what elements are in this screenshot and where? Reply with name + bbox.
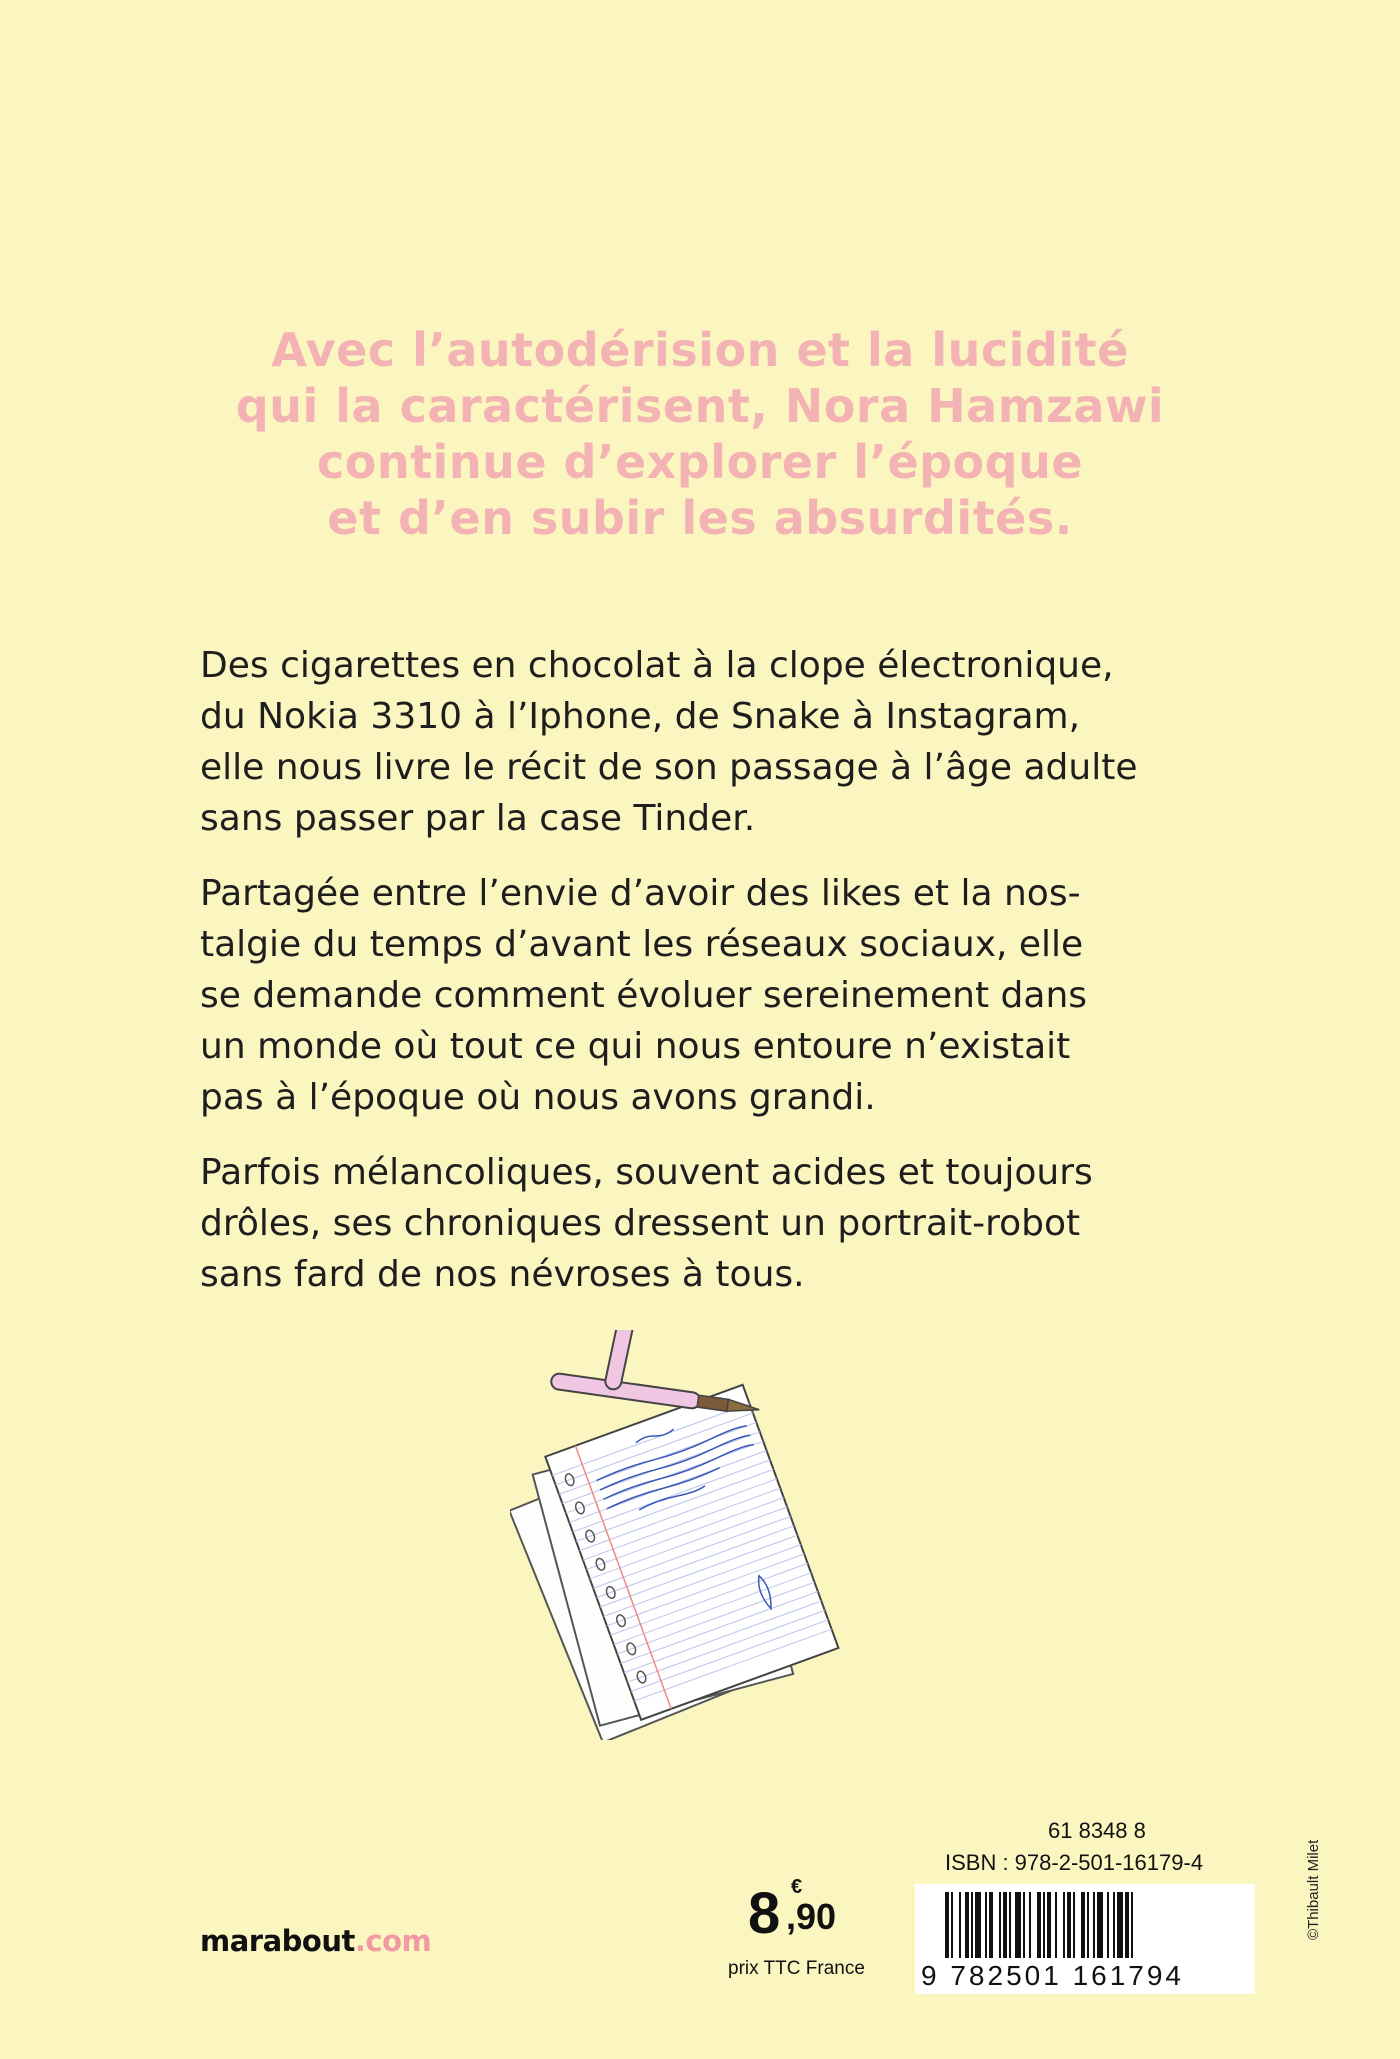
barcode-bar [1037, 1892, 1041, 1958]
barcode-bar [959, 1892, 961, 1958]
barcode-bar [971, 1892, 973, 1958]
barcode-bar [1107, 1892, 1109, 1958]
isbn: ISBN : 978-2-501-16179-4 [945, 1850, 1204, 1875]
barcode-bar [1043, 1892, 1045, 1958]
barcode-bar [1067, 1892, 1071, 1958]
barcode-bar [1125, 1892, 1129, 1958]
barcode-bar [1029, 1892, 1031, 1958]
barcode-bar [1113, 1892, 1115, 1958]
barcode-bar [989, 1892, 993, 1958]
price-decimal: ,90 [786, 1896, 837, 1937]
barcode-bar [1003, 1892, 1007, 1958]
barcode-bar [1015, 1892, 1021, 1958]
barcode-bar [1097, 1892, 1103, 1958]
blurb-line: se demande comment évoluer sereinement dans [200, 975, 1088, 1016]
blurb-line: elle nous livre le récit de son passage à l’âge adulte [200, 747, 1138, 788]
price-label: prix TTC France [728, 1958, 865, 1979]
barcode-bar [1063, 1892, 1065, 1958]
blurb-line: Partagée entre l’envie d’avoir des likes et la nos- [200, 873, 1081, 914]
barcode-bars [945, 1892, 1225, 1958]
barcode-bar [1081, 1892, 1085, 1958]
price-currency: € [791, 1876, 803, 1898]
blurb-line: sans passer par la case Tinder. [200, 798, 756, 839]
barcode-bar [1087, 1892, 1089, 1958]
tagline-line: Avec l’autodérision et la lucidité [271, 323, 1129, 377]
barcode-bar [951, 1892, 953, 1958]
publisher-name: marabout [200, 1924, 355, 1958]
barcode-bar [965, 1892, 969, 1958]
product-code: 61 8348 8 [1048, 1818, 1146, 1843]
barcode-bar [1023, 1892, 1025, 1958]
barcode-bar [1009, 1892, 1011, 1958]
blurb-line: un monde où tout ce qui nous entoure n’existait [200, 1026, 1071, 1067]
tagline-line: continue d’explorer l’époque [316, 435, 1084, 489]
blurb-line: sans fard de nos névroses à tous. [200, 1254, 805, 1295]
blurb-line: pas à l’époque où nous avons grandi. [200, 1077, 876, 1118]
barcode-bar [1047, 1892, 1051, 1958]
barcode-bar [975, 1892, 981, 1958]
publisher-suffix: .com [354, 1924, 432, 1958]
blurb-line: Parfois mélancoliques, souvent acides et toujours [200, 1152, 1093, 1193]
publisher-logo [200, 1924, 431, 1958]
barcode-bar [1131, 1892, 1133, 1958]
barcode-bar [1117, 1892, 1123, 1958]
blurb-paragraph [200, 1147, 1175, 1300]
tagline-line: qui la caractérisent, Nora Hamzawi [235, 379, 1165, 433]
blurb-line: drôles, ses chroniques dressent un portrait-robot [200, 1203, 1081, 1244]
blurb-paragraph [200, 640, 1175, 844]
blurb-line: Des cigarettes en chocolat à la clope électronique, [200, 645, 1114, 686]
paper-and-pen-illustration [510, 1330, 840, 1740]
barcode-bar [1093, 1892, 1095, 1958]
photo-credit: ©Thibault Milet [1305, 1839, 1322, 1940]
tagline-line: et d’en subir les absurdités. [327, 491, 1073, 545]
price-integer: 8 [748, 1881, 781, 1946]
barcode-bar [1055, 1892, 1057, 1958]
blurb [200, 640, 1175, 1324]
barcode-bar [985, 1892, 987, 1958]
blurb-line: du Nokia 3310 à l’Iphone, de Snake à Instagram, [200, 696, 1081, 737]
barcode-digits: 9 782501 161794 [921, 1960, 1184, 1991]
blurb-paragraph [200, 868, 1175, 1123]
barcode [915, 1884, 1255, 1994]
tagline [150, 322, 1250, 546]
barcode-bar [999, 1892, 1001, 1958]
blurb-line: talgie du temps d’avant les réseaux sociaux, elle [200, 924, 1084, 965]
barcode-bar [945, 1892, 949, 1958]
barcode-bar [1073, 1892, 1075, 1958]
